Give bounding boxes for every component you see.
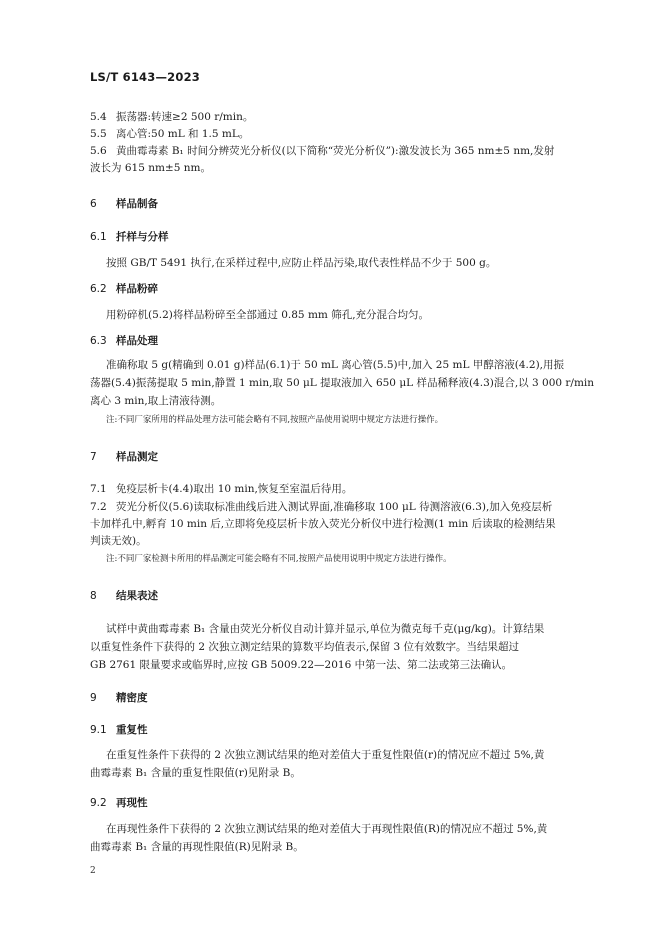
section-7-note: 注:不同厂家检测卡所用的样品测定可能会略有不同,按照产品使用说明中规定方法进行操作。 [106,554,452,564]
clause-text: 振荡器:转速≥2 500 r/min。 [116,111,254,123]
section-9-2-line-1: 在再现性条件下获得的 2 次独立测试结果的绝对差值大于再现性限值(R)的情况应不超过 5%,黄 [106,823,548,835]
clause-text: 黄曲霉毒素 B₁ 时间分辨荧光分析仪(以下简称“荧光分析仪”):激发波长为 365 nm±5 nm,发射 [116,145,555,157]
section-9-heading: 9 精密度 [90,692,148,704]
clause-number: 5.6 [90,145,107,157]
section-6-3-line-1: 准确称取 5 g(精确到 0.01 g)样品(6.1)于 50 mL 离心管(5.5)中,加入 25 mL 甲醇溶液(4.2),用振 [106,359,564,371]
clause-text: 离心管:50 mL 和 1.5 mL。 [116,128,250,140]
section-7-heading: 7 样品测定 [90,451,158,463]
section-6-3-line-2: 荡器(5.4)振荡提取 5 min,静置 1 min,取 50 μL 提取液加入 650 μL 样品稀释液(4.3)混合,以 3 000 r/min [90,377,595,389]
clause-7-2-line-2: 卡加样孔中,孵育 10 min 后,立即将免疫层析卡放入荧光分析仪中进行检测(1 min 后读取的检测结果 [90,518,556,530]
clause-7-1 [90,479,352,499]
section-6-2-heading: 6.2 样品粉碎 [90,283,158,295]
section-9-2-line-2: 曲霉毒素 B₁ 含量的再现性限值(R)见附录 B。 [90,841,304,853]
clause-number: 7.1 [90,483,107,495]
page-number: 2 [90,866,96,876]
section-9-1-line-2: 曲霉毒素 B₁ 含量的重复性限值(r)见附录 B。 [90,767,301,779]
clause-text: 免疫层析卡(4.4)取出 10 min,恢复至室温后待用。 [116,483,353,495]
document-code: LS/T 6143—2023 [90,70,200,84]
clause-5-6-cont: 波长为 615 nm±5 nm。 [90,162,211,174]
section-6-3-line-3: 离心 3 min,取上清液待测。 [90,395,222,407]
section-6-2-text: 用粉碎机(5.2)将样品粉碎至全部通过 0.85 mm 筛孔,充分混合均匀。 [106,309,430,321]
section-6-1-heading: 6.1 扦样与分样 [90,231,169,243]
section-8-line-2: 以重复性条件下获得的 2 次独立测定结果的算数平均值表示,保留 3 位有效数字。当结果超过 [90,641,520,653]
section-9-2-heading: 9.2 再现性 [90,797,148,809]
clause-text: 荧光分析仪(5.6)读取标准曲线后进入测试界面,准确移取 100 μL 待测溶液(6.3),加入免疫层析 [116,501,553,513]
section-6-1-text: 按照 GB/T 5491 执行,在采样过程中,应防止样品污染,取代表性样品不少于 500 g。 [106,257,497,269]
section-8-heading: 8 结果表述 [90,590,158,602]
clause-number: 7.2 [90,501,107,513]
clause-number: 5.4 [90,111,107,123]
section-6-3-note: 注:不同厂家所用的样品处理方法可能会略有不同,按照产品使用说明中规定方法进行操作。 [106,415,444,425]
section-6-3-heading: 6.3 样品处理 [90,335,158,347]
clause-7-2-line-3: 判读无效)。 [90,535,147,547]
section-6-heading: 6 样品制备 [90,198,158,210]
clause-number: 5.5 [90,128,107,140]
section-8-line-3: GB 2761 限量要求或临界时,应按 GB 5009.22—2016 中第一法、第二法或第三法确认。 [90,659,513,671]
section-9-1-heading: 9.1 重复性 [90,724,148,736]
section-8-line-1: 试样中黄曲霉毒素 B₁ 含量由荧光分析仪自动计算并显示,单位为微克每千克(μg/kg)。计算结果 [106,623,545,635]
section-9-1-line-1: 在重复性条件下获得的 2 次独立测试结果的绝对差值大于重复性限值(r)的情况应不超过 5%,黄 [106,749,545,761]
